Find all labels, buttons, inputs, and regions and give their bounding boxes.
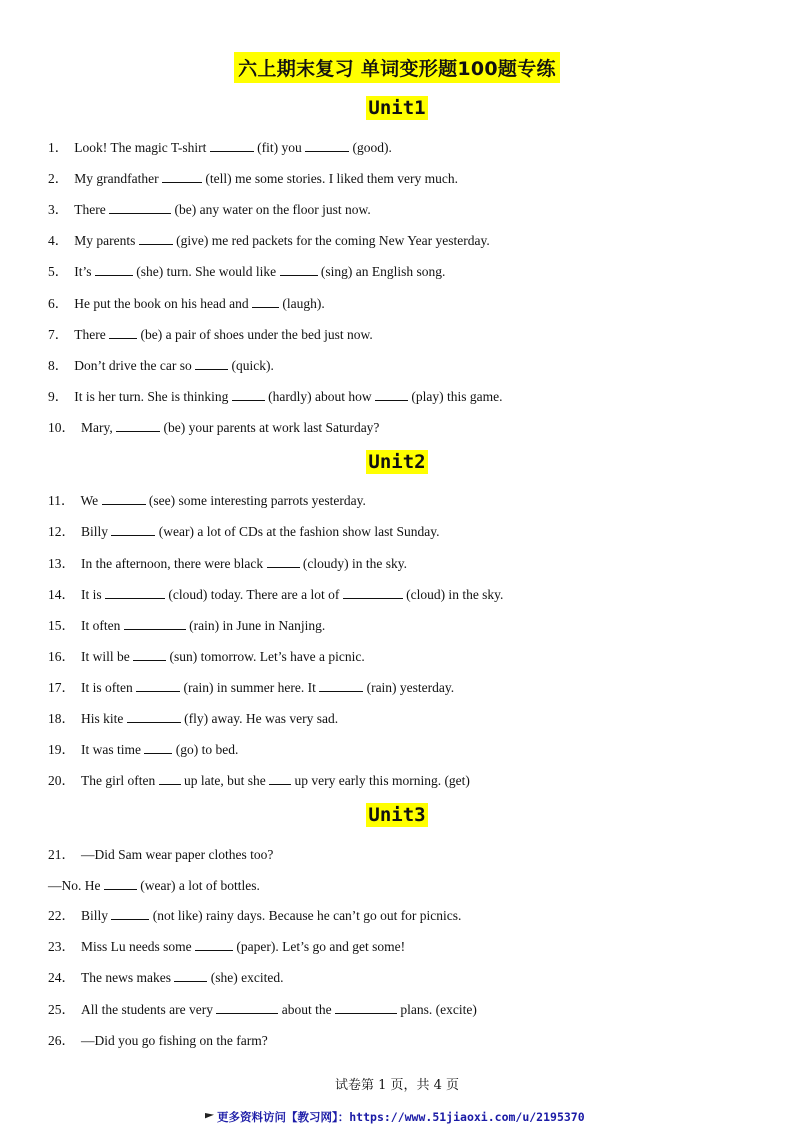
question-text: (sun) tomorrow. Let’s have a picnic.	[166, 649, 365, 664]
answer-blank[interactable]	[232, 389, 265, 401]
question-number: 16．	[48, 649, 75, 664]
question-text: Mary,	[81, 420, 117, 435]
answer-blank[interactable]	[343, 587, 403, 599]
question-item	[48, 908, 461, 924]
question-text: (sing) an English song.	[317, 264, 446, 279]
question-item	[48, 389, 502, 405]
question-number: 15．	[48, 618, 75, 633]
answer-blank[interactable]	[335, 1002, 397, 1014]
question-item	[48, 847, 273, 863]
question-number: 24．	[48, 970, 75, 985]
question-text: (fly) away. He was very sad.	[180, 711, 339, 726]
answer-blank[interactable]	[216, 1002, 278, 1014]
question-number: 11．	[48, 493, 75, 508]
question-number: 7．	[48, 327, 69, 342]
question-text: My grandfather	[74, 171, 162, 186]
question-item	[48, 587, 503, 603]
title-container	[0, 52, 794, 83]
question-text: (wear) a lot of bottles.	[136, 878, 260, 893]
question-number: 17．	[48, 680, 75, 695]
question-text: —No. He	[48, 878, 104, 893]
answer-blank[interactable]	[104, 878, 137, 890]
source-text: 更多资料访问【教习网】：https://www.51jiaoxi.com/u/2195370	[217, 1110, 585, 1124]
question-item	[48, 939, 405, 955]
question-item	[48, 970, 283, 986]
question-text: We	[80, 493, 102, 508]
question-text: (tell) me some stories. I liked them very much.	[201, 171, 459, 186]
question-number: 13．	[48, 556, 75, 571]
source-link[interactable]	[205, 1109, 585, 1125]
question-item	[48, 1002, 477, 1018]
question-item	[48, 878, 260, 894]
answer-blank[interactable]	[305, 140, 349, 152]
question-item	[48, 493, 366, 509]
question-item	[48, 296, 325, 312]
question-text: (paper). Let’s go and get some!	[233, 939, 406, 954]
question-text: In the afternoon, there were black	[81, 556, 267, 571]
question-text: All the students are very	[81, 1002, 217, 1017]
question-text: The news makes	[81, 970, 175, 985]
question-text: He put the book on his head and	[74, 296, 252, 311]
question-number: 6．	[48, 296, 69, 311]
question-item	[48, 202, 371, 218]
answer-blank[interactable]	[252, 296, 279, 308]
question-text: up very early this morning. (get)	[291, 773, 470, 788]
unit-heading-container	[0, 450, 794, 474]
question-number: 8．	[48, 358, 69, 373]
question-text: (be) any water on the floor just now.	[171, 202, 371, 217]
unit-heading-container	[0, 803, 794, 827]
question-item	[48, 618, 325, 634]
answer-blank[interactable]	[280, 264, 318, 276]
answer-blank[interactable]	[109, 327, 137, 339]
question-number: 25．	[48, 1002, 75, 1017]
question-text: There	[74, 202, 110, 217]
question-text: Look! The magic T-shirt	[74, 140, 210, 155]
question-text: (rain) yesterday.	[363, 680, 455, 695]
answer-blank[interactable]	[116, 420, 160, 432]
question-item	[48, 327, 373, 343]
question-text: It’s	[74, 264, 95, 279]
question-number: 3．	[48, 202, 69, 217]
answer-blank[interactable]	[95, 264, 133, 276]
answer-blank[interactable]	[210, 140, 254, 152]
answer-blank[interactable]	[267, 556, 300, 568]
question-item	[48, 524, 439, 540]
question-item	[48, 1033, 268, 1049]
question-text: Don’t drive the car so	[74, 358, 196, 373]
question-text: His kite	[81, 711, 127, 726]
question-text: (she) turn. She would like	[132, 264, 280, 279]
question-item	[48, 264, 445, 280]
question-text: —Did Sam wear paper clothes too?	[81, 847, 274, 862]
question-text: (cloud) in the sky.	[402, 587, 504, 602]
answer-blank[interactable]	[105, 587, 165, 599]
question-number: 19．	[48, 742, 75, 757]
question-item	[48, 233, 490, 249]
answer-blank[interactable]	[124, 618, 186, 630]
question-number: 26．	[48, 1033, 75, 1048]
question-text: Billy	[81, 908, 112, 923]
question-text: (not like) rainy days. Because he can’t go out for picnics.	[149, 908, 462, 923]
answer-blank[interactable]	[319, 680, 363, 692]
question-text: (wear) a lot of CDs at the fashion show last Sunday.	[155, 524, 440, 539]
answer-blank[interactable]	[159, 773, 181, 785]
question-text: (good).	[349, 140, 392, 155]
answer-blank[interactable]	[102, 493, 146, 505]
question-number: 14．	[48, 587, 75, 602]
question-number: 4．	[48, 233, 69, 248]
question-item	[48, 420, 379, 436]
unit-heading: Unit2	[368, 451, 426, 473]
question-text: (she) excited.	[207, 970, 284, 985]
question-text: My parents	[74, 233, 139, 248]
answer-blank[interactable]	[269, 773, 291, 785]
question-number: 18．	[48, 711, 75, 726]
unit-heading: Unit1	[368, 97, 426, 119]
question-text: It often	[81, 618, 124, 633]
unit-heading: Unit3	[368, 804, 426, 826]
question-text: (be) a pair of shoes under the bed just now.	[137, 327, 373, 342]
question-number: 21．	[48, 847, 75, 862]
answer-blank[interactable]	[195, 358, 228, 370]
question-text: There	[74, 327, 110, 342]
answer-blank[interactable]	[133, 649, 166, 661]
question-text: up late, but she	[180, 773, 270, 788]
question-text: The girl often	[81, 773, 159, 788]
answer-blank[interactable]	[139, 233, 173, 245]
question-number: 23．	[48, 939, 75, 954]
question-item	[48, 773, 470, 789]
page-footer: 试卷第 1 页，共 4 页	[334, 1078, 460, 1093]
question-text: It will be	[81, 649, 134, 664]
answer-blank[interactable]	[174, 970, 207, 982]
question-text: (play) this game.	[407, 389, 503, 404]
question-item	[48, 680, 454, 696]
question-text: It is her turn. She is thinking	[74, 389, 232, 404]
question-text: (rain) in summer here. It	[180, 680, 320, 695]
question-text: It is	[81, 587, 106, 602]
question-number: 20．	[48, 773, 75, 788]
question-text: (give) me red packets for the coming New Year yesterday.	[172, 233, 490, 248]
question-item	[48, 711, 338, 727]
question-text: (rain) in June in Nanjing.	[185, 618, 326, 633]
question-item	[48, 556, 407, 572]
question-text: It was time	[81, 742, 145, 757]
question-text: Billy	[81, 524, 112, 539]
answer-blank[interactable]	[109, 202, 171, 214]
question-item	[48, 140, 392, 156]
question-text: (fit) you	[253, 140, 306, 155]
question-text: Miss Lu needs some	[81, 939, 195, 954]
question-number: 10．	[48, 420, 75, 435]
answer-blank[interactable]	[127, 711, 181, 723]
answer-blank[interactable]	[144, 742, 172, 754]
unit-heading-container	[0, 96, 794, 120]
answer-blank[interactable]	[111, 524, 155, 536]
question-item	[48, 358, 274, 374]
answer-blank[interactable]	[136, 680, 180, 692]
answer-blank[interactable]	[162, 171, 202, 183]
question-item	[48, 649, 365, 665]
question-text: about the	[278, 1002, 335, 1017]
page-title: 六上期末复习 单词变形题100题专练	[234, 52, 560, 83]
question-item	[48, 742, 238, 758]
question-number: 2．	[48, 171, 69, 186]
question-number: 12．	[48, 524, 75, 539]
answer-blank[interactable]	[111, 908, 149, 920]
answer-blank[interactable]	[375, 389, 408, 401]
question-text: (go) to bed.	[172, 742, 239, 757]
question-text: (see) some interesting parrots yesterday.	[145, 493, 366, 508]
answer-blank[interactable]	[195, 939, 233, 951]
question-text: (quick).	[228, 358, 274, 373]
question-text: —Did you go fishing on the farm?	[81, 1033, 268, 1048]
question-number: 1．	[48, 140, 69, 155]
question-text: (laugh).	[278, 296, 325, 311]
question-item	[48, 171, 458, 187]
question-number: 9．	[48, 389, 69, 404]
flag-icon	[205, 1113, 214, 1122]
question-text: (cloudy) in the sky.	[299, 556, 408, 571]
question-text: plans. (excite)	[396, 1002, 477, 1017]
question-text: (be) your parents at work last Saturday?	[160, 420, 380, 435]
question-text: It is often	[81, 680, 137, 695]
question-number: 5．	[48, 264, 69, 279]
question-text: (hardly) about how	[264, 389, 375, 404]
question-number: 22．	[48, 908, 75, 923]
question-text: (cloud) today. There are a lot of	[165, 587, 343, 602]
